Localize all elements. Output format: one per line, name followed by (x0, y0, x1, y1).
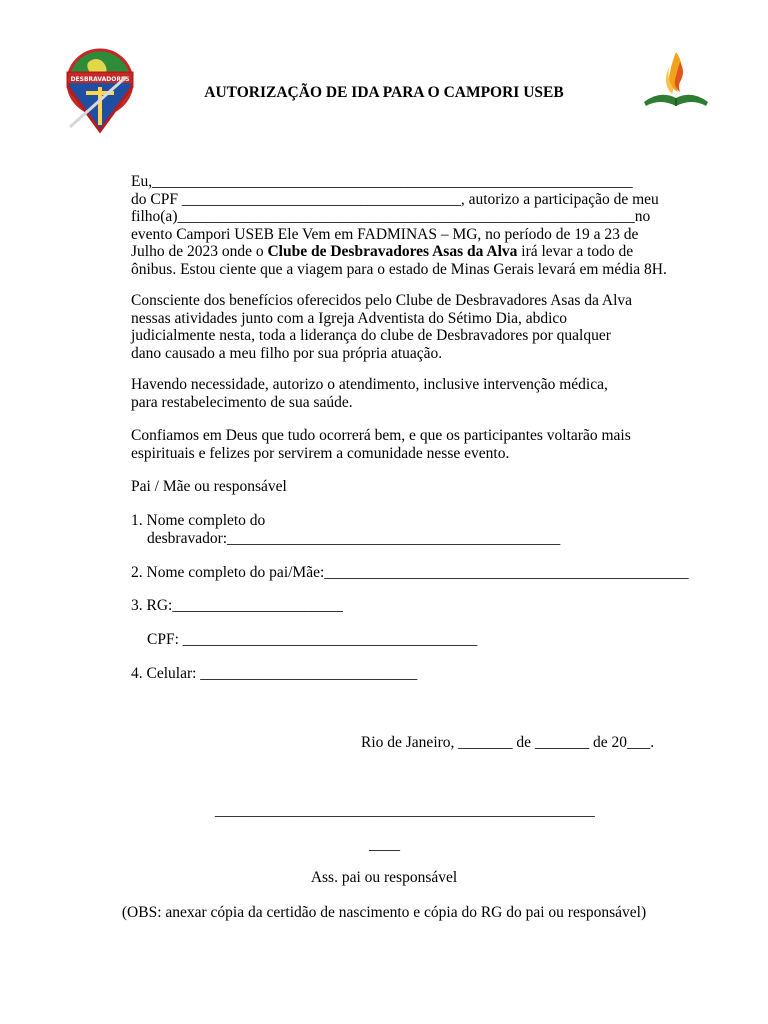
medical-paragraph: Havendo necessidade, autorizo o atendimento, inclusive intervenção médica, para restabelecimento de sua saúde. (131, 376, 608, 411)
signature-line: _________________________________________________ (215, 802, 595, 819)
responsible-label: Pai / Mãe ou responsável (131, 478, 287, 495)
emblem-text: DESBRAVADORES (70, 76, 130, 83)
eu-label: Eu, (131, 173, 153, 190)
irá-text: irá levar a todo de (517, 243, 634, 260)
field-rg: 3. RG:______________________ (131, 597, 343, 614)
date-line: Rio de Janeiro, _______ de _______ de 20___. (361, 734, 655, 751)
line-evento: evento Campori USEB Ele Vem em FADMINAS – MG, no período de 19 a 23 de (131, 225, 639, 243)
field-pathfinder-name (131, 512, 560, 547)
line-cpf: do CPF ____________________________________, autorizo a participação de meu (131, 190, 659, 208)
authorization-paragraph (131, 173, 667, 278)
filho-blank: filho(a)___________________________________________________________ (131, 208, 635, 225)
field-pathfinder-name-blank: desbravador:___________________________________________ (147, 529, 561, 547)
adventist-church-logo-icon (640, 48, 712, 112)
julho-text: Julho de 2023 onde o (131, 243, 268, 260)
liability-paragraph: Consciente dos benefícios oferecidos pelo Clube de Desbravadores Asas da Alva nessas atividades junto com a Igreja Adventista do Sétimo Dia, abdico judicialmente nesta, toda a liderança do clube de Desbravadores por qualquer dano causado a meu filho por sua própria atuação. (131, 292, 633, 362)
club-name-bold: Clube de Desbravadores Asas da Alva (267, 243, 518, 260)
line-filho (131, 208, 651, 226)
field-pathfinder-name-label: 1. Nome completo do (131, 512, 266, 529)
field-cpf: CPF: ______________________________________ (147, 631, 478, 648)
line-onibus: ônibus. Estou ciente que a viagem para o estado de Minas Gerais levará em média 8H. (131, 260, 667, 278)
name-blank: ______________________________________________________________ (152, 173, 633, 190)
field-phone: 4. Celular: ____________________________ (131, 665, 418, 682)
line-eu (131, 173, 636, 191)
line-julho (131, 243, 636, 261)
signature-label: Ass. pai ou responsável (310, 869, 458, 886)
obs-note: (OBS: anexar cópia da certidão de nascimento e cópia do RG do pai ou responsável) (121, 904, 647, 921)
signature-line-continued: ____ (369, 836, 400, 853)
no-word: no (634, 208, 651, 225)
faith-paragraph: Confiamos em Deus que tudo ocorrerá bem, e que os participantes voltarão mais espirituais e felizes por servirem a comunidade nesse evento. (131, 427, 631, 462)
document-title: AUTORIZAÇÃO DE IDA PARA O CAMPORI USEB (204, 84, 564, 101)
field-parent-name: 2. Nome completo do pai/Mãe:_______________________________________________ (131, 564, 689, 581)
